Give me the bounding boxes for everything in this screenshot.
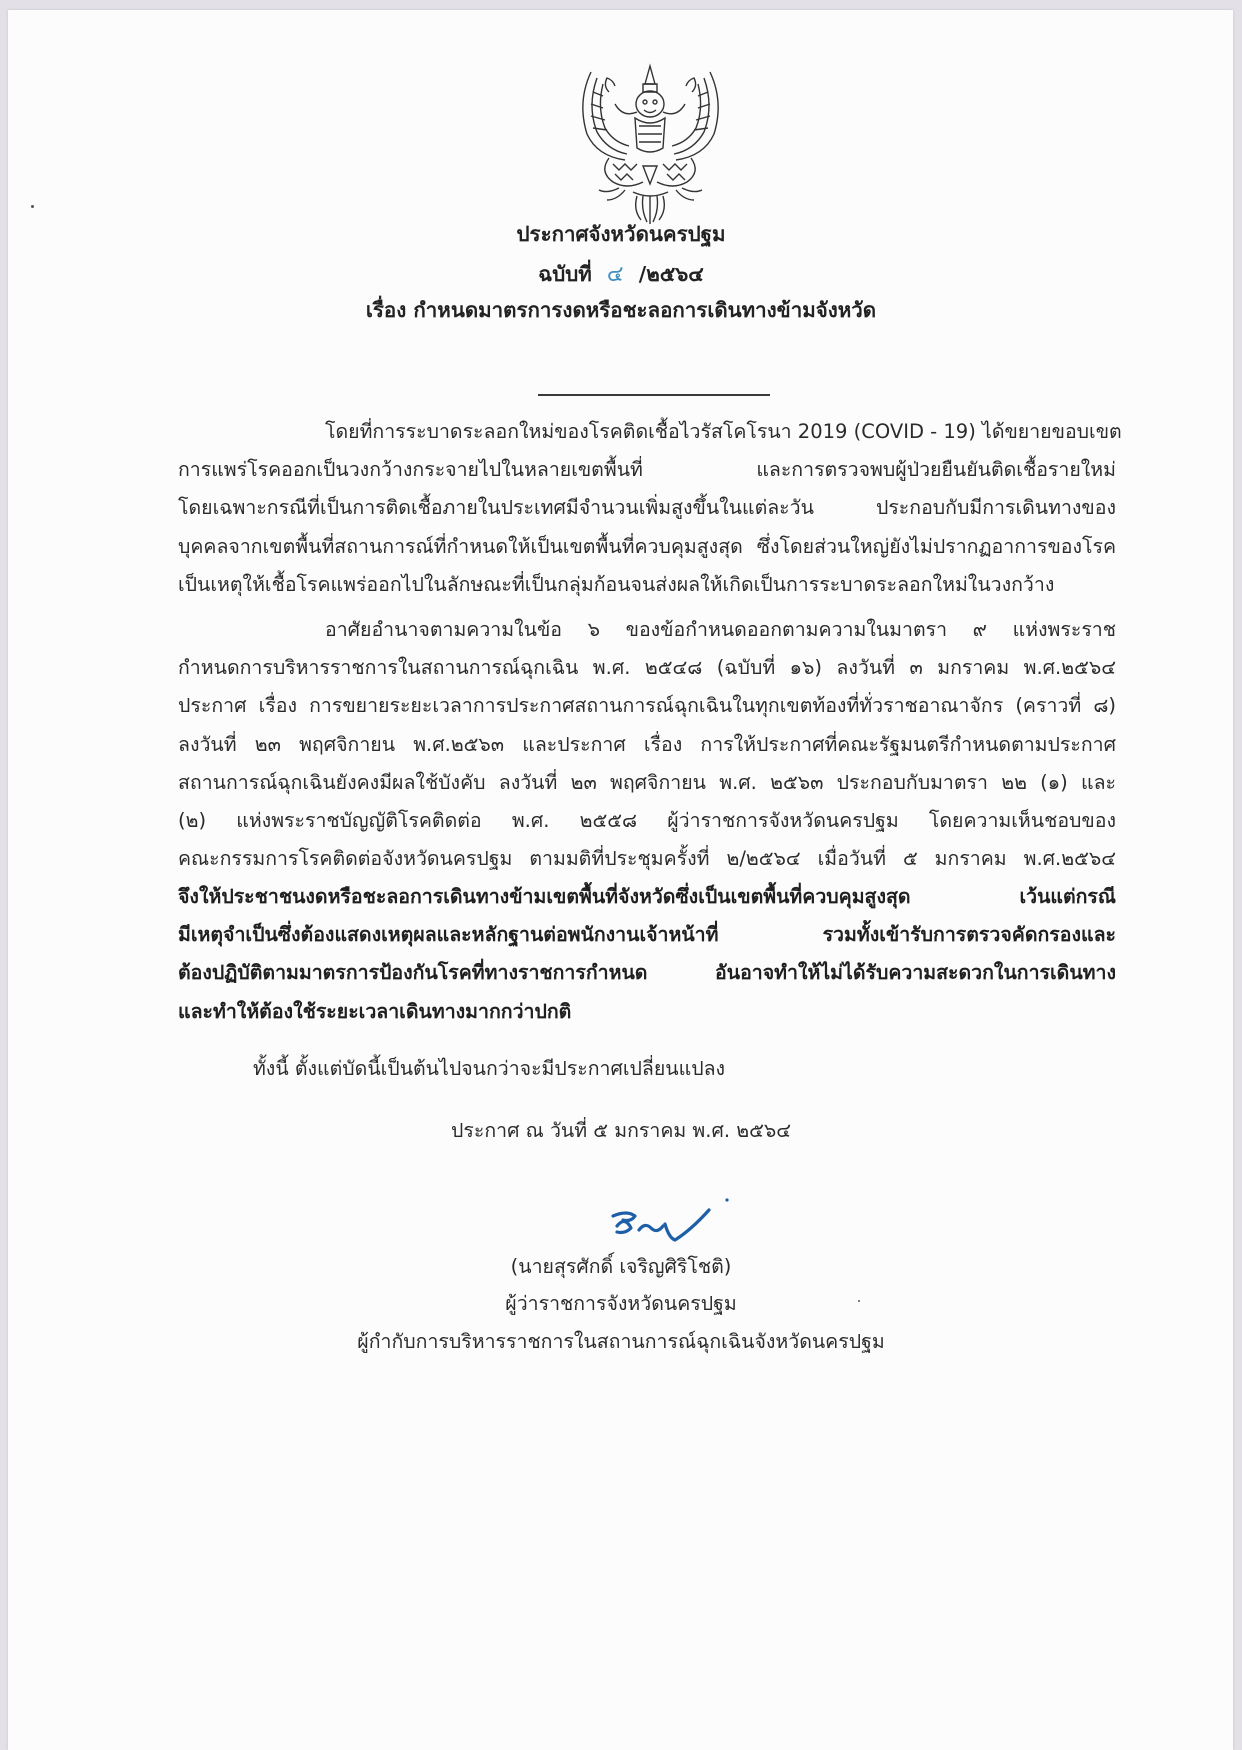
paragraph-line: โดยเฉพาะกรณีที่เป็นการติดเชื้อภายในประเทศมีจำนวนเพิ่มสูงขึ้นในแต่ละวัน ประกอบกับมีการเดินทางของ — [178, 496, 1116, 520]
paper-speck — [31, 205, 34, 208]
signatory-emergency-role: ผู้กำกับการบริหารราชการในสถานการณ์ฉุกเฉินจังหวัดนครปฐม — [357, 1330, 885, 1353]
paragraph-directive — [178, 878, 1116, 1031]
paragraph-line: และทำให้ต้องใช้ระยะเวลาเดินทางมากกว่าปกติ — [178, 999, 572, 1023]
issue-number: ๔ — [606, 262, 624, 287]
announcement-subject: เรื่อง กำหนดมาตรการงดหรือชะลอการเดินทางข้ามจังหวัด — [365, 298, 877, 322]
paragraph-line: ต้องปฏิบัติตามมาตรการป้องกันโรคที่ทางราชการกำหนด อันอาจทำให้ไม่ได้รับความสะดวกในการเดินทาง — [178, 961, 1116, 985]
announcement-title: ประกาศจังหวัดนครปฐม — [516, 222, 726, 246]
garuda-emblem-icon — [563, 62, 738, 227]
effective-clause: ทั้งนี้ ตั้งแต่บัดนี้เป็นต้นไปจนกว่าจะมีประกาศเปลี่ยนแปลง — [252, 1057, 726, 1080]
paragraph-line: คณะกรรมการโรคติดต่อจังหวัดนครปฐม ตามมติที่ประชุมครั้งที่ ๒/๒๕๖๔ เมื่อวันที่ ๕ มกราคม พ.ศ.๒๕๖๔ — [178, 847, 1116, 871]
announced-date: ประกาศ ณ วันที่ ๕ มกราคม พ.ศ. ๒๕๖๔ — [451, 1119, 791, 1142]
document-page — [8, 10, 1233, 1750]
paragraph-line: โดยที่การระบาดระลอกใหม่ของโรคติดเชื้อไวรัสโคโรนา 2019 (COVID - 19) ได้ขยายขอบเขต — [325, 420, 1122, 443]
signature-icon — [603, 1190, 753, 1250]
paragraph-preamble — [178, 413, 1122, 604]
header-divider — [538, 394, 770, 396]
paragraph-line: บุคคลจากเขตพื้นที่สถานการณ์ที่กำหนดให้เป็นเขตพื้นที่ควบคุมสูงสุด ซึ่งโดยส่วนใหญ่ยังไม่ปรากฏอาการของโรค — [178, 534, 1116, 558]
signatory-name: (นายสุรศักดิ์ เจริญศิริโชติ) — [510, 1255, 732, 1278]
paragraph-line: สถานการณ์ฉุกเฉินยังคงมีผลใช้บังคับ ลงวันที่ ๒๓ พฤศจิกายน พ.ศ. ๒๕๖๓ ประกอบกับมาตรา ๒๒ (๑) และ — [178, 770, 1116, 794]
paragraph-line: อาศัยอำนาจตามความในข้อ ๖ ของข้อกำหนดออกตามความในมาตรา ๙ แห่งพระราช — [325, 618, 1116, 641]
paper-speck — [858, 1300, 860, 1302]
issue-number-line — [0, 256, 1242, 291]
paragraph-line: มีเหตุจำเป็นซึ่งต้องแสดงเหตุผลและหลักฐานต่อพนักงานเจ้าหน้าที่ รวมทั้งเข้ารับการตรวจคัดกรองและ — [178, 923, 1116, 947]
paragraph-line: จึงให้ประชาชนงดหรือชะลอการเดินทางข้ามเขตพื้นที่จังหวัดซึ่งเป็นเขตพื้นที่ควบคุมสูงสุด เว้นแต่กรณี — [178, 885, 1116, 908]
paragraph-line: เป็นเหตุให้เชื้อโรคแพร่ออกไปในลักษณะที่เป็นกลุ่มก้อนจนส่งผลให้เกิดเป็นการระบาดระลอกใหม่ในวงกว้าง — [178, 572, 1055, 596]
paragraph-line: ลงวันที่ ๒๓ พฤศจิกายน พ.ศ.๒๕๖๓ และประกาศ เรื่อง การให้ประกาศที่คณะรัฐมนตรีกำหนดตามประกาศ — [178, 732, 1116, 756]
paragraph-line: ประกาศ เรื่อง การขยายระยะเวลาการประกาศสถานการณ์ฉุกเฉินในทุกเขตท้องที่ทั่วราชอาณาจักร (คราวที่ ๘) — [178, 694, 1116, 718]
issue-prefix: ฉบับที่ — [538, 262, 592, 286]
paragraph-legal-basis — [178, 611, 1116, 878]
signatory-position: ผู้ว่าราชการจังหวัดนครปฐม — [505, 1292, 737, 1315]
paragraph-line: กำหนดการบริหารราชการในสถานการณ์ฉุกเฉิน พ.ศ. ๒๕๔๘ (ฉบับที่ ๑๖) ลงวันที่ ๓ มกราคม พ.ศ.๒๕๖๔ — [178, 656, 1116, 680]
paragraph-line: การแพร่โรคออกเป็นวงกว้างกระจายไปในหลายเขตพื้นที่ และการตรวจพบผู้ป่วยยืนยันติดเชื้อรายใหม่ — [178, 458, 1116, 482]
paragraph-line: (๒) แห่งพระราชบัญญัติโรคติดต่อ พ.ศ. ๒๕๕๘ ผู้ว่าราชการจังหวัดนครปฐม โดยความเห็นชอบของ — [178, 809, 1116, 833]
issue-year: /๒๕๖๔ — [638, 262, 704, 286]
